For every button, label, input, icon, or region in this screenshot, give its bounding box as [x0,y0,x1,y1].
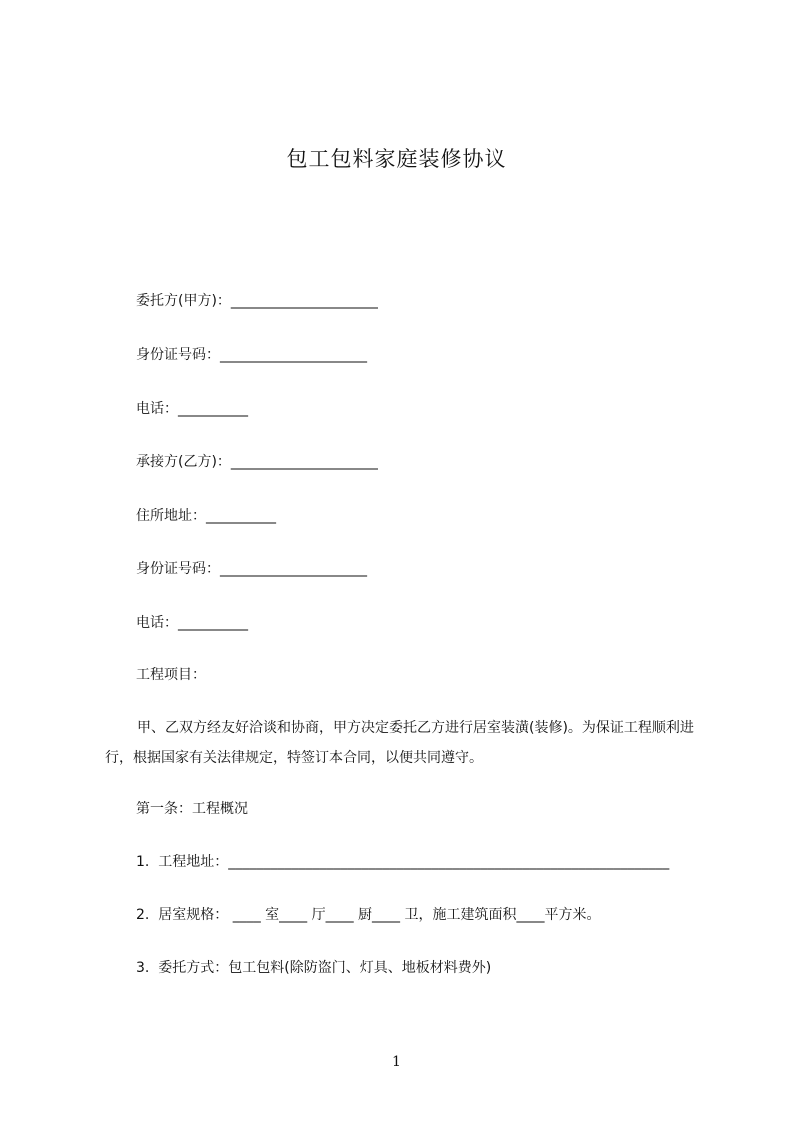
contractor-field: 承接方(乙方)：_____________________ [136,454,378,470]
client-phone-field: 电话：__________ [136,401,248,417]
article-1-item-spec: 2. 居室规格： ____ 室____ 厅____ 厨____ 卫，施工建筑面积____平方米。 [136,907,601,923]
document-title: 包工包料家庭装修协议 [286,147,507,171]
project-item-label: 工程项目： [136,667,206,683]
page-number: 1 [392,1054,401,1070]
client-id-field: 身份证号码：_____________________ [136,347,367,363]
article-1-item-address: 1. 工程地址：_______________________________________________________________ [136,854,670,870]
client-field: 委托方(甲方)：_____________________ [136,293,378,309]
article-1-item-method: 3. 委托方式：包工包料(除防盗门、灯具、地板材料费外) [136,960,492,976]
contractor-phone-field: 电话：__________ [136,615,248,631]
contractor-address-field: 住所地址：__________ [136,508,276,524]
intro-paragraph: 甲、乙双方经友好洽谈和协商，甲方决定委托乙方进行居室装潢(装修)。为保证工程顺利进行，根据国家有关法律规定，特签订本合同，以便共同遵守。 [105,720,694,766]
contractor-id-field: 身份证号码：_____________________ [136,561,367,577]
article-1-heading: 第一条：工程概况 [136,801,248,817]
